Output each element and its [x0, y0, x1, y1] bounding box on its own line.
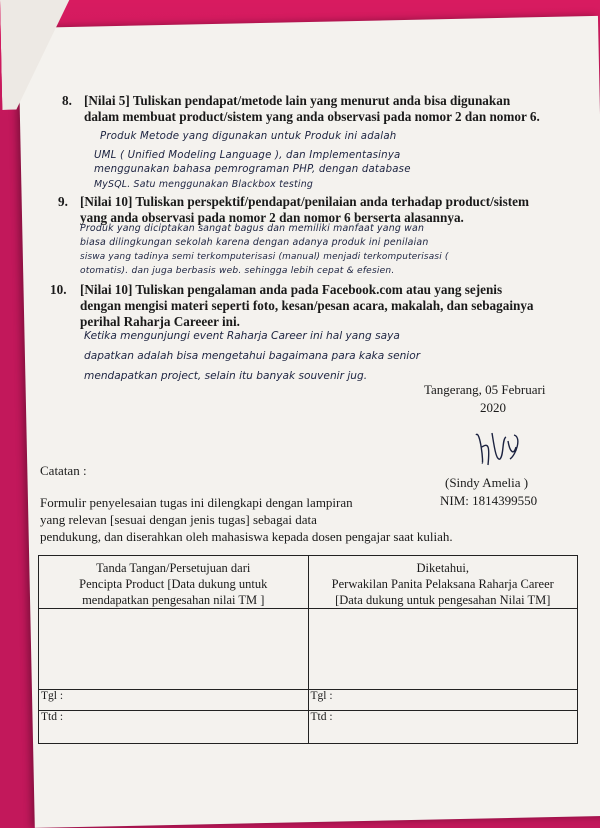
header-line: Tanda Tangan/Persetujuan dari: [96, 561, 251, 575]
committee-date-cell: Tgl :: [308, 690, 578, 711]
handwritten-answer-line: MySQL. Satu menggunakan Blackbox testing: [94, 179, 313, 190]
place-date: Tangerang, 05 Februari: [424, 382, 546, 397]
question-10: [50, 282, 534, 330]
notes-text-line: yang relevan [sesuai dengan jenis tugas] sebagai data: [40, 512, 317, 527]
question-text-line: [Nilai 10] Tuliskan perspektif/pendapat/penilaian anda terhadap product/sistem: [80, 194, 529, 209]
table-row: [39, 609, 578, 690]
committee-signature-area: [308, 609, 578, 690]
question-number: 10.: [50, 282, 67, 297]
question-text-line: [Nilai 10] Tuliskan pengalaman anda pada Facebook.com atau yang sejenis: [80, 282, 503, 297]
notes-text-line: pendukung, dan diserahkan oleh mahasiswa kepada dosen pengajar saat kuliah.: [40, 529, 453, 544]
question-text-line: perihal Raharja Careeer ini.: [80, 314, 240, 329]
header-line: Perwakilan Panita Pelaksana Raharja Career: [331, 577, 554, 591]
header-line: Diketahui,: [416, 561, 469, 575]
creator-date-cell: Tgl :: [39, 690, 309, 711]
notes-label: Catatan :: [40, 463, 87, 478]
header-line: [Data dukung untuk pengesahan Nilai TM]: [335, 593, 551, 607]
committee-signature-cell: Ttd :: [308, 711, 578, 744]
question-8: [62, 93, 540, 125]
handwritten-answer-line: otomatis). dan juga berbasis web. sehingga lebih cepat & efesien.: [80, 266, 395, 276]
table-header-row: [39, 556, 578, 609]
signer-name: (Sindy Amelia ): [445, 475, 529, 490]
handwritten-answer-line: dapatkan adalah bisa mengetahui bagaimana para kaka senior: [84, 350, 421, 362]
handwritten-answer-line: UML ( Unified Modeling Language ), dan Implementasinya: [94, 150, 401, 161]
question-text-line: [Nilai 5] Tuliskan pendapat/metode lain yang menurut anda bisa digunakan: [84, 93, 511, 108]
signer-nim: NIM: 1814399550: [440, 493, 538, 508]
header-line: Pencipta Product [Data dukung untuk: [79, 577, 268, 591]
question-number: 8.: [62, 93, 72, 108]
question-text-line: dalam membuat product/sistem yang anda observasi pada nomor 2 dan nomor 6.: [84, 109, 540, 124]
approval-table: [38, 555, 578, 744]
handwritten-signature-image: [470, 425, 530, 469]
question-text-line: dengan mengisi materi seperti foto, kesan/pesan acara, makalah, dan sebagainya: [80, 298, 534, 313]
handwritten-answer-line: Ketika mengunjungi event Raharja Career ini hal yang saya: [84, 330, 400, 342]
handwritten-answer-line: Produk Metode yang digunakan untuk Produk ini adalah: [100, 131, 397, 142]
creator-signature-cell: Ttd :: [39, 711, 309, 744]
table-row: [39, 711, 578, 744]
header-line: mendapatkan pengesahan nilai TM ]: [82, 593, 265, 607]
handwritten-answer-line: Produk yang diciptakan sangat bagus dan memiliki manfaat yang wan: [80, 223, 425, 234]
handwritten-answer-line: mendapatkan project, selain itu banyak souvenir jug.: [84, 370, 368, 382]
handwritten-answer-line: biasa dilingkungan sekolah karena dengan adanya produk ini penilaian: [80, 237, 429, 248]
creator-approval-header: [39, 556, 309, 609]
handwritten-answer-line: siswa yang tadinya semi terkomputerisasi (manual) menjadi terkomputerisasi (: [80, 252, 449, 262]
question-text-line: yang anda observasi pada nomor 2 dan nomor 6 berserta alasannya.: [80, 210, 464, 225]
question-number: 9.: [58, 194, 68, 209]
table-row: [39, 690, 578, 711]
handwritten-answer-line: menggunakan bahasa pemrograman PHP, dengan database: [94, 164, 411, 175]
signature-year: 2020: [480, 400, 506, 415]
notes-text-line: Formulir penyelesaian tugas ini dilengkapi dengan lampiran: [40, 495, 353, 510]
committee-approval-header: [308, 556, 578, 609]
creator-signature-area: [39, 609, 309, 690]
